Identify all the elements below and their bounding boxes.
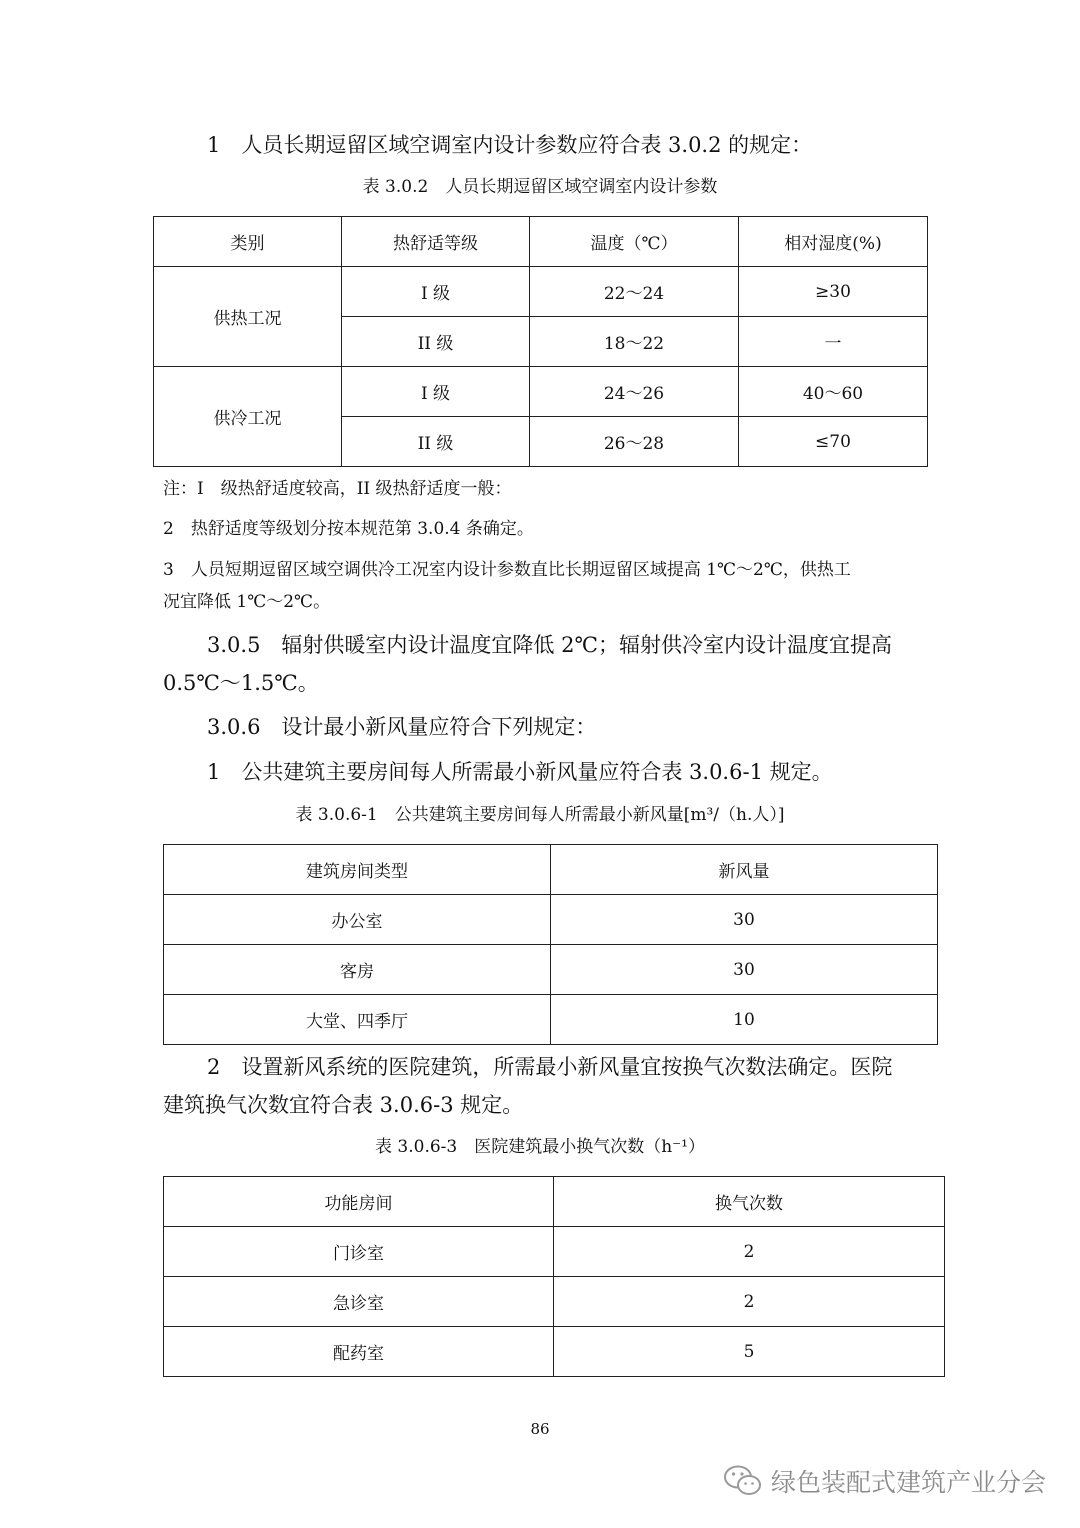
category-cell: 供热工况 — [154, 267, 342, 367]
header-cell: 功能房间 — [164, 1177, 554, 1227]
clause-3-0-5-line-2: 0.5℃～1.5℃。 — [163, 671, 319, 695]
air-change-cell: 2 — [554, 1277, 945, 1327]
air-change-cell: 5 — [554, 1327, 945, 1377]
category-cell: 供冷工况 — [154, 367, 342, 467]
table-note: 注：I 级热舒适度较高，II 级热舒适度一般： — [163, 479, 512, 499]
header-cell: 类别 — [154, 217, 342, 267]
room-type-cell: 办公室 — [164, 895, 551, 945]
room-type-cell: 大堂、四季厅 — [164, 995, 551, 1045]
header-cell: 建筑房间类型 — [164, 845, 551, 895]
temperature-cell: 18～22 — [530, 317, 739, 367]
clause-3-0-6-item-2-line-2: 建筑换气次数宜符合表 3.0.6-3 规定。 — [163, 1093, 524, 1117]
air-change-cell: 2 — [554, 1227, 945, 1277]
table-row — [154, 267, 928, 317]
header-cell: 换气次数 — [554, 1177, 945, 1227]
fresh-air-cell: 30 — [551, 895, 938, 945]
temperature-cell: 24～26 — [530, 367, 739, 417]
watermark — [723, 1463, 1046, 1499]
table-header-row — [164, 845, 938, 895]
clause-3-0-6: 3.0.6 设计最小新风量应符合下列规定： — [207, 715, 597, 739]
note-item-3-line-2: 况宜降低 1℃～2℃。 — [163, 592, 331, 612]
room-cell: 配药室 — [164, 1327, 554, 1377]
level-cell: II 级 — [342, 317, 530, 367]
table-row — [164, 945, 938, 995]
humidity-cell: 40～60 — [739, 367, 928, 417]
header-cell: 热舒适等级 — [342, 217, 530, 267]
table-3-0-2-caption: 表 3.0.2 人员长期逗留区域空调室内设计参数 — [362, 177, 718, 197]
fresh-air-cell: 10 — [551, 995, 938, 1045]
humidity-cell: ≥30 — [739, 267, 928, 317]
fresh-air-cell: 30 — [551, 945, 938, 995]
table-3-0-2 — [153, 216, 928, 467]
note-item-2: 2 热舒适度等级划分按本规范第 3.0.4 条确定。 — [163, 519, 534, 539]
header-cell: 相对湿度(%) — [739, 217, 928, 267]
table-row — [164, 1327, 945, 1377]
room-cell: 门诊室 — [164, 1227, 554, 1277]
table-header-row — [164, 1177, 945, 1227]
table-row — [164, 1227, 945, 1277]
humidity-cell: ≤70 — [739, 417, 928, 467]
clause-3-0-6-item-1: 1 公共建筑主要房间每人所需最小新风量应符合表 3.0.6-1 规定。 — [207, 760, 833, 784]
table-row — [164, 895, 938, 945]
level-cell: I 级 — [342, 367, 530, 417]
room-cell: 急诊室 — [164, 1277, 554, 1327]
watermark-text: 绿色装配式建筑产业分会 — [770, 1468, 1046, 1497]
room-type-cell: 客房 — [164, 945, 551, 995]
level-cell: I 级 — [342, 267, 530, 317]
table-3-0-6-1 — [163, 844, 938, 1045]
header-cell: 温度（℃） — [530, 217, 739, 267]
header-cell: 新风量 — [551, 845, 938, 895]
table-3-0-6-1-caption: 表 3.0.6-1 公共建筑主要房间每人所需最小新风量[m³/（h.人）] — [295, 805, 785, 825]
wechat-icon — [723, 1464, 763, 1498]
level-cell: II 级 — [342, 417, 530, 467]
table-header-row — [154, 217, 928, 267]
page-number: 86 — [530, 1420, 550, 1438]
table-row — [154, 367, 928, 417]
table-row — [164, 995, 938, 1045]
temperature-cell: 26～28 — [530, 417, 739, 467]
note-item-3-line-1: 3 人员短期逗留区域空调供冷工况室内设计参数直比长期逗留区域提高 1℃～2℃，供热工 — [163, 560, 851, 580]
table-row — [164, 1277, 945, 1327]
humidity-cell: 一 — [739, 317, 928, 367]
temperature-cell: 22～24 — [530, 267, 739, 317]
clause-3-0-5-line-1: 3.0.5 辐射供暖室内设计温度宜降低 2℃；辐射供冷室内设计温度宜提高 — [207, 633, 892, 657]
table-3-0-6-3-caption: 表 3.0.6-3 医院建筑最小换气次数（h⁻¹） — [375, 1137, 705, 1157]
clause-3-0-6-item-2-line-1: 2 设置新风系统的医院建筑，所需最小新风量宜按换气次数法确定。医院 — [207, 1055, 893, 1079]
paragraph-3-0-4-item-1: 1 人员长期逗留区域空调室内设计参数应符合表 3.0.2 的规定： — [207, 133, 813, 157]
table-3-0-6-3 — [163, 1176, 945, 1377]
